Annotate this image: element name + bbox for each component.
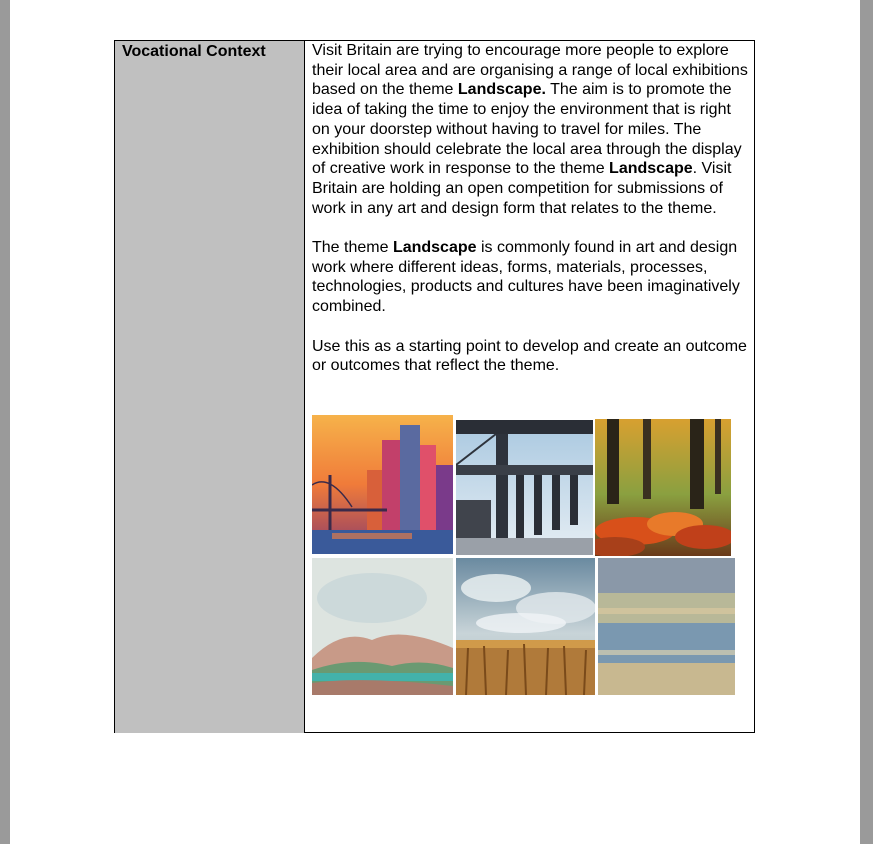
image-painted-city-bridge [312,415,453,554]
bold-text-run: Landscape [609,160,693,178]
image-watercolour-hills [312,558,453,695]
bold-text-run: Landscape. [457,81,546,99]
text-run: is commonly found in art and design work where different ideas, forms, materials, processes, technologies, products and cultures have been imaginatively combined. [312,239,740,316]
text-run: The aim is to promote the idea of taking the time to enjoy the environment that is right on your doorstep without having to travel for miles. The exhibition should celebrate the local area through the display of creative work in response to the theme [312,81,742,178]
image-autumn-leaves-forest [595,419,731,556]
text-run: . Visit Britain are holding an open competition for submissions of work in any art and design form that relates to the theme. [312,160,732,217]
text-run: The theme [312,239,393,257]
document-page [10,0,860,844]
vocational-context-table [114,40,755,733]
image-industrial-gantry [456,420,593,555]
image-pointillist-seascape [598,558,735,695]
paragraph-intro [312,41,748,218]
label-cell [114,41,305,733]
bold-text-run: Landscape [392,239,477,257]
text-run: Visit Britain are trying to encourage more people to explore their local area and are organising a range of local exhibitions based on the theme [312,42,748,99]
paragraph-theme [312,238,748,317]
image-wheat-field-sky [456,558,595,695]
paragraph-instruction [312,337,748,376]
text-run: Use this as a starting point to develop and create an outcome or outcomes that reflect the theme. [312,337,747,375]
content-cell [312,41,748,396]
vocational-context-label: Vocational Context [122,43,266,60]
